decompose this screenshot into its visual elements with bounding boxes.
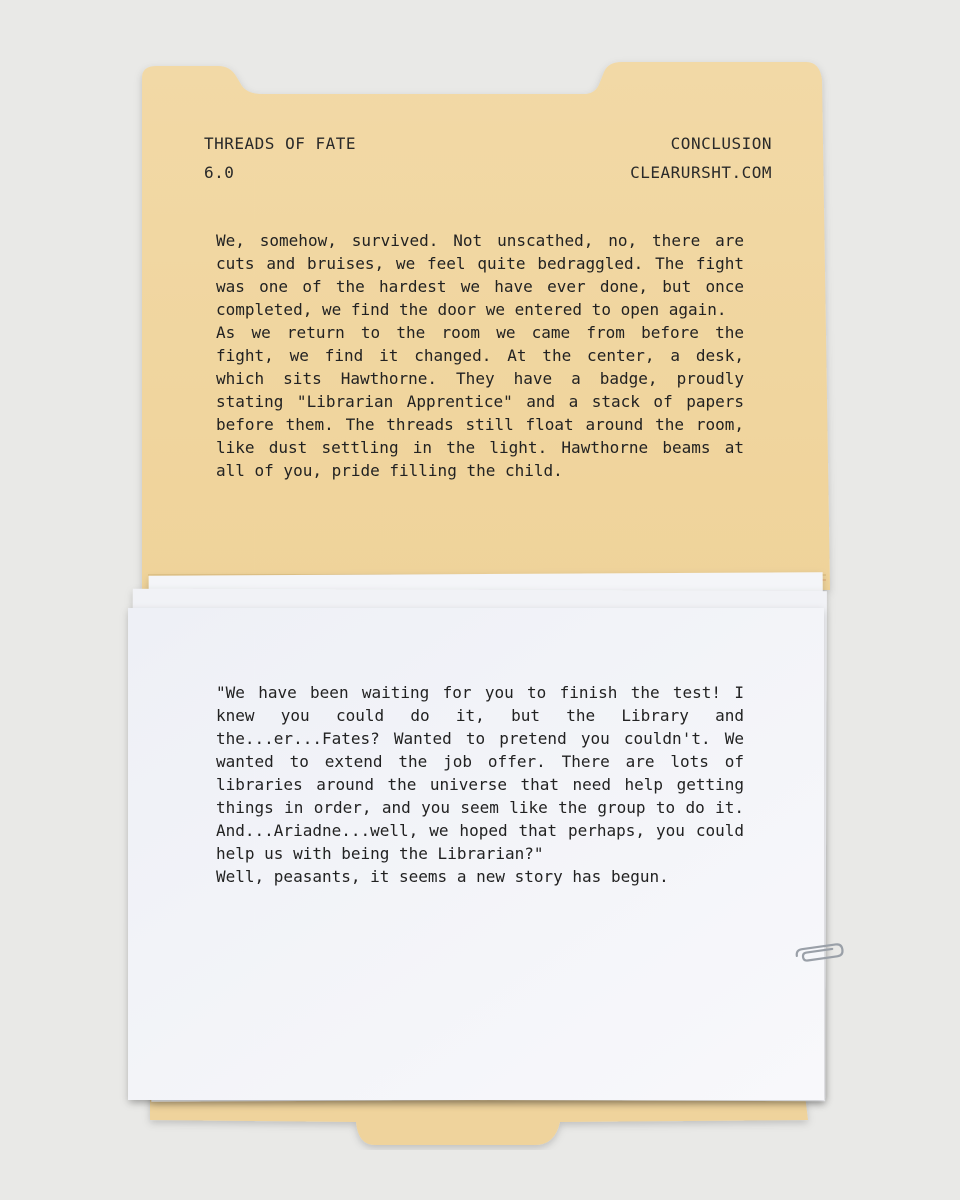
folder-bottom-flap bbox=[150, 1095, 808, 1145]
paragraph: "We have been waiting for you to finish the test! I knew you could do it, but the Library and the...er...Fates? Wanted to pretend you couldn't. We wanted to extend the job offer. There are lots of libraries around the universe that need help getting things in order, and you seem like the group to do it. And...Ariadne...well, we hoped that perhaps, you could help us with being the Librarian?" bbox=[216, 683, 744, 863]
paragraph: Well, peasants, it seems a new story has begun. bbox=[216, 867, 669, 886]
paragraph: We, somehow, survived. Not unscathed, no, there are cuts and bruises, we feel quite bedraggled. The fight was one of the hardest we have ever done, but once completed, we find the door we entered to open again. bbox=[216, 231, 744, 319]
section-title: CONCLUSION bbox=[670, 134, 772, 153]
series-title: THREADS OF FATE bbox=[204, 134, 356, 153]
issue-number: 6.0 bbox=[204, 163, 235, 182]
site-url: CLEARURSHT.COM bbox=[630, 163, 772, 182]
paragraph: As we return to the room we came from before the fight, we find it changed. At the center, a desk, which sits Hawthorne. They have a badge, proudly stating "Librarian Apprentice" and a stack of papers before them. The threads still float around the room, like dust settling in the light. Hawthorne beams at all of you, pride filling the child. bbox=[216, 323, 744, 480]
sheet-body-text bbox=[216, 681, 744, 888]
folder-body-text bbox=[216, 229, 744, 482]
